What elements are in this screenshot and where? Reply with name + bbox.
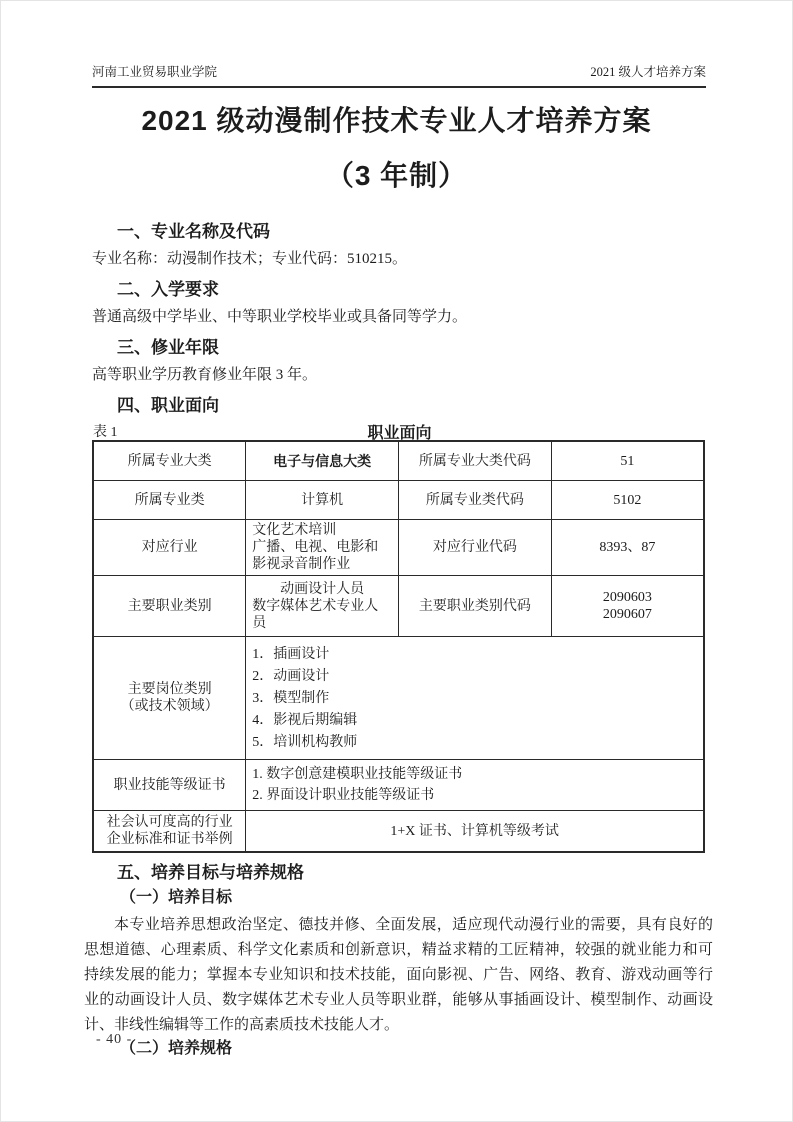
cell-major-category-label: 所属专业大类 <box>93 441 246 481</box>
subsection-heading-5-2: （二）培养规格 <box>120 1040 233 1057</box>
cell-industry-label: 对应行业 <box>93 520 246 576</box>
occupation-code-line: 2090607 <box>602 607 652 622</box>
subsection-heading-5-1: （一）培养目标 <box>120 889 233 906</box>
page-header <box>92 0 706 88</box>
page-number: - 40 - <box>96 1032 133 1047</box>
cell-major-class-code-label: 所属专业类代码 <box>399 481 552 520</box>
cell-occupation-code-label: 主要职业类别代码 <box>399 576 552 637</box>
cell-industry-code-value: 8393、87 <box>551 520 704 576</box>
cell-certificate-label: 职业技能等级证书 <box>93 760 246 811</box>
cell-occupation-label: 主要职业类别 <box>93 576 246 637</box>
post-category-line: 主要岗位类别 <box>127 682 212 697</box>
occupation-line: 数字媒体艺术专业人员 <box>252 598 379 631</box>
table-caption-row <box>92 420 707 442</box>
cell-industry-code-label: 对应行业代码 <box>399 520 552 576</box>
cell-major-class-value: 计算机 <box>246 481 399 520</box>
table-row <box>93 441 704 481</box>
certificate-item: 2. 界面设计职业技能等级证书 <box>252 788 435 803</box>
cell-standard-value: 1+X 证书、计算机等级考试 <box>246 811 704 853</box>
table-row <box>93 520 704 576</box>
occupation-line: 动画设计人员 <box>280 581 365 597</box>
post-item: 3．模型制作 <box>252 690 330 706</box>
table-row <box>93 481 704 520</box>
section-heading-1: 一、专业名称及代码 <box>117 222 270 241</box>
training-objective-paragraph: 本专业培养思想政治坚定、德技并修、全面发展，适应现代动漫行业的需要，具有良好的思想道德、心理素质、科学文化素质和创新意识，精益求精的工匠精神，较强的就业能力和可持续发展的能力；掌握本专业知识和技术技能，面向影视、广告、网络、教育、游戏动画等行业的动画设计人员、数字媒体艺术专业人员等职业群，能够从事插画设计、模型制作、动画设计、非线性编辑等工作的高素质技术技能人才。 <box>84 917 713 1033</box>
post-item: 1．插画设计 <box>252 646 330 662</box>
header-plan-label: 2021 级人才培养方案 <box>590 65 706 79</box>
standard-label-line: 社会认可度高的行业 <box>106 815 233 830</box>
document-subtitle: （3 年制） <box>325 160 468 191</box>
document-title: 2021 级动漫制作技术专业人才培养方案 <box>141 105 652 136</box>
cell-occupation-value <box>246 576 399 637</box>
cell-major-category-code-label: 所属专业大类代码 <box>399 441 552 481</box>
table-row <box>93 576 704 637</box>
table-caption: 职业面向 <box>367 425 432 442</box>
section-body-3: 高等职业学历教育修业年限 3 年。 <box>92 367 318 383</box>
standard-label-line: 企业标准和证书举例 <box>106 832 233 847</box>
cell-major-class-code-value: 5102 <box>551 481 704 520</box>
document-body <box>84 222 713 1058</box>
table-number-label: 表 1 <box>93 425 118 440</box>
industry-line: 文化艺术培训 <box>252 523 337 538</box>
section-heading-3: 三、修业年限 <box>117 338 219 357</box>
section-body-2: 普通高级中学毕业、中等职业学校毕业或具备同等学力。 <box>92 309 468 325</box>
table-row <box>93 760 704 811</box>
occupation-table <box>92 440 705 853</box>
post-item: 4．影视后期编辑 <box>252 712 358 728</box>
post-item: 5．培训机构教师 <box>252 734 358 750</box>
cell-major-category-value: 电子与信息大类 <box>246 441 399 481</box>
cell-industry-value <box>246 520 399 576</box>
table-row <box>93 811 704 853</box>
section-body-1: 专业名称：动漫制作技术；专业代码：510215。 <box>92 251 408 267</box>
section-heading-2: 二、入学要求 <box>117 280 219 299</box>
post-category-line: （或技术领域） <box>120 699 219 714</box>
post-item: 2．动画设计 <box>252 668 330 684</box>
cell-standard-label <box>93 811 246 853</box>
cell-occupation-code-value <box>551 576 704 637</box>
cell-major-class-label: 所属专业类 <box>93 481 246 520</box>
section-heading-4: 四、职业面向 <box>117 396 219 415</box>
header-school-name: 河南工业贸易职业学院 <box>92 65 218 79</box>
table-row <box>93 637 704 760</box>
certificate-item: 1. 数字创意建模职业技能等级证书 <box>252 767 463 782</box>
cell-post-category-items <box>246 637 704 760</box>
industry-line: 广播、电视、电影和影视录音制作业 <box>252 540 379 572</box>
cell-major-category-code-value: 51 <box>551 441 704 481</box>
cell-certificate-items <box>246 760 704 811</box>
occupation-code-line: 2090603 <box>602 590 652 605</box>
cell-post-category-label <box>93 637 246 760</box>
section-heading-5: 五、培养目标与培养规格 <box>117 863 304 882</box>
